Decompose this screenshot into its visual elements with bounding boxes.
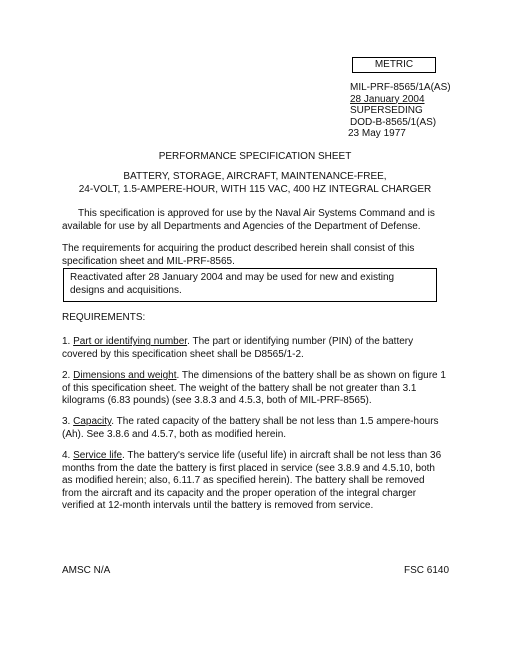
requirement-heading: Capacity — [73, 416, 112, 427]
title-line-2: 24-VOLT, 1.5-AMPERE-HOUR, WITH 115 VAC, 400 HZ INTEGRAL CHARGER — [78, 183, 432, 195]
fsc-label: FSC 6140 — [404, 565, 450, 576]
requirement-text: . The battery's service life (useful life) in aircraft shall be not less than 36 months from the date the battery is first placed in service (see 3.8.9 and 4.5.10, both as modified herein; also, 6.11.7 as specified herein). The battery shall be removed from the aircraft and its capacity and the proper operation of the integral charger verified at 12-month intervals until the battery is removed from service. — [62, 450, 442, 511]
requirement-item — [62, 370, 446, 408]
title-line-1: BATTERY, STORAGE, AIRCRAFT, MAINTENANCE-FREE, — [123, 171, 387, 182]
requirement-text: . The part or identifying number (PIN) of the battery covered by this specification sheet shall be D8565/1-2. — [62, 336, 414, 360]
superseding-label: SUPERSEDING — [350, 105, 423, 117]
superseded-number: DOD-B-8565/1(AS) — [350, 116, 437, 128]
requirement-heading: Dimensions and weight — [73, 370, 177, 381]
document-identification — [350, 82, 451, 140]
requirement-item — [62, 450, 446, 513]
requirements-heading: REQUIREMENTS: — [62, 312, 146, 323]
requirement-text: . The rated capacity of the battery shall be not less than 1.5 ampere-hours (Ah). See 3.8.6 and 4.5.7, both as modified herein. — [62, 416, 439, 440]
requirement-item — [62, 416, 446, 441]
requirement-heading: Service life — [73, 450, 123, 461]
document-date: 28 January 2004 — [350, 93, 425, 105]
amsc-label: AMSC N/A — [62, 565, 111, 576]
requirement-number: 2. — [62, 370, 71, 381]
approval-statement: This specification is approved for use by the Naval Air Systems Command and is available for use by all Departments and Agencies of the Department of Defense. — [62, 208, 435, 232]
requirements-intro: The requirements for acquiring the product described herein shall consist of this specification sheet and MIL-PRF-8565. — [62, 243, 415, 267]
requirement-number: 1. — [62, 336, 71, 347]
requirement-number: 3. — [62, 416, 71, 427]
document-title — [0, 171, 510, 196]
requirement-heading: Part or identifying number — [73, 336, 188, 347]
requirement-item — [62, 336, 446, 361]
reactivation-notice: Reactivated after 28 January 2004 and may be used for new and existing designs and acquisitions. — [63, 268, 437, 302]
metric-label: METRIC — [352, 57, 436, 73]
document-number: MIL-PRF-8565/1A(AS) — [350, 82, 451, 93]
superseded-date: 23 May 1977 — [348, 128, 406, 140]
requirement-text: . The dimensions of the battery shall be as shown on figure 1 of this specification sheet. The weight of the battery shall be not greater than 3.1 kilograms (6.83 pounds) (see 3.8.3 and 4.5.3, both of MIL-PRF-8565). — [62, 370, 446, 406]
requirement-number: 4. — [62, 450, 71, 461]
document-type: PERFORMANCE SPECIFICATION SHEET — [158, 151, 352, 162]
